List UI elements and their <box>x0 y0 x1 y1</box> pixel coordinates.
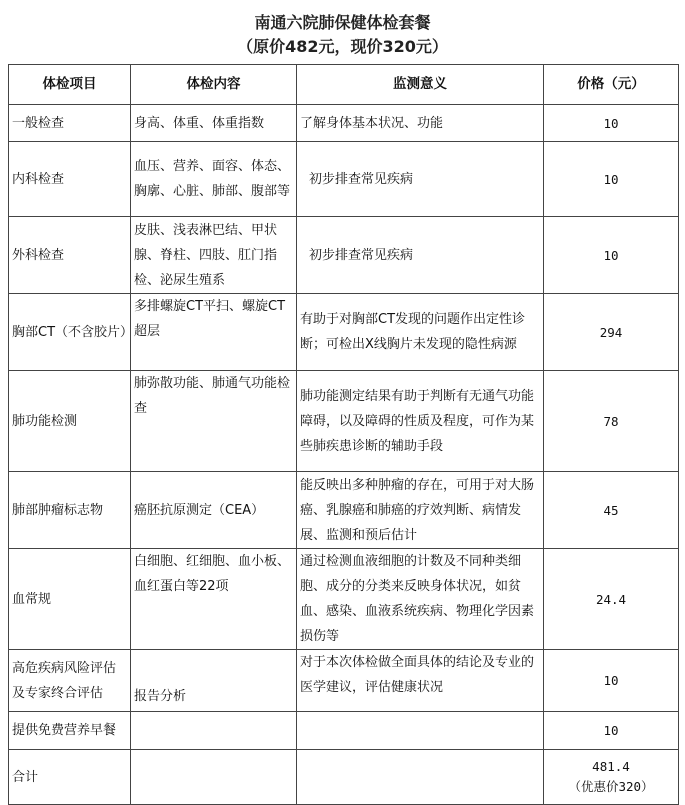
cell-price: 10 <box>544 650 679 712</box>
cell-price: 294 <box>544 294 679 371</box>
cell-item: 肺部肿瘤标志物 <box>9 472 131 549</box>
cell-total-price <box>544 750 679 805</box>
cell-item: 一般检查 <box>9 105 131 142</box>
cell-price: 78 <box>544 371 679 472</box>
table-row <box>9 650 679 712</box>
cell-meaning: 能反映出多种肿瘤的存在，可用于对大肠癌、乳腺癌和肺癌的疗效判断、病情发展、监测和预后估计 <box>297 472 544 549</box>
cell-meaning: 对于本次体检做全面具体的结论及专业的医学建议，评估健康状况 <box>297 650 544 712</box>
cell-item: 外科检查 <box>9 217 131 294</box>
cell-price: 10 <box>544 712 679 750</box>
cell-content: 身高、体重、体重指数 <box>131 105 297 142</box>
cell-content: 报告分析 <box>131 650 297 712</box>
table-row-total <box>9 750 679 805</box>
cell-content: 血压、营养、面容、体态、胸廓、心脏、肺部、腹部等 <box>131 142 297 217</box>
column-header-content: 体检内容 <box>131 65 297 105</box>
discount-price: （优惠价320） <box>568 779 654 794</box>
cell-total-label: 合计 <box>9 750 131 805</box>
cell-price: 10 <box>544 142 679 217</box>
table-row <box>9 712 679 750</box>
table-row <box>9 371 679 472</box>
cell-empty <box>297 750 544 805</box>
cell-content: 肺弥散功能、肺通气功能检查 <box>131 371 297 472</box>
table-row <box>9 142 679 217</box>
page-subtitle: （原价482元，现价320元） <box>237 37 448 56</box>
column-header-meaning: 监测意义 <box>297 65 544 105</box>
cell-item: 高危疾病风险评估及专家终合评估 <box>9 650 131 712</box>
table-row <box>9 549 679 650</box>
cell-meaning: 有助于对胸部CT发现的问题作出定性诊断；可检出X线胸片未发现的隐性病源 <box>297 294 544 371</box>
cell-content: 皮肤、浅表淋巴结、甲状腺、脊柱、四肢、肛门指检、泌尿生殖系 <box>131 217 297 294</box>
table-row <box>9 105 679 142</box>
cell-content: 白细胞、红细胞、血小板、血红蛋白等22项 <box>131 549 297 650</box>
cell-meaning: 初步排查常见疾病 <box>297 217 544 294</box>
cell-meaning <box>297 712 544 750</box>
cell-item: 肺功能检测 <box>9 371 131 472</box>
total-price: 481.4 <box>592 759 630 774</box>
cell-price: 24.4 <box>544 549 679 650</box>
cell-item: 血常规 <box>9 549 131 650</box>
table-row <box>9 217 679 294</box>
column-header-item: 体检项目 <box>9 65 131 105</box>
cell-content <box>131 712 297 750</box>
cell-item: 胸部CT（不含胶片） <box>9 294 131 371</box>
cell-empty <box>131 750 297 805</box>
cell-content: 癌胚抗原测定（CEA） <box>131 472 297 549</box>
table-row <box>9 472 679 549</box>
cell-meaning: 通过检测血液细胞的计数及不同种类细胞、成分的分类来反映身体状况，如贫血、感染、血液系统疾病、物理化学因素损伤等 <box>297 549 544 650</box>
column-header-price: 价格（元） <box>544 65 679 105</box>
cell-price: 10 <box>544 105 679 142</box>
cell-item: 内科检查 <box>9 142 131 217</box>
table-row <box>9 294 679 371</box>
table-header-row <box>9 65 679 105</box>
cell-meaning: 了解身体基本状况、功能 <box>297 105 544 142</box>
cell-price: 10 <box>544 217 679 294</box>
checkup-table <box>8 64 679 805</box>
cell-content: 多排螺旋CT平扫、螺旋CT超层 <box>131 294 297 371</box>
page-title: 南通六院肺保健体检套餐 <box>254 13 431 32</box>
cell-item: 提供免费营养早餐 <box>9 712 131 750</box>
cell-price: 45 <box>544 472 679 549</box>
cell-meaning: 肺功能测定结果有助于判断有无通气功能障碍，以及障碍的性质及程度，可作为某些肺疾患诊断的辅助手段 <box>297 371 544 472</box>
cell-meaning: 初步排查常见疾病 <box>297 142 544 217</box>
